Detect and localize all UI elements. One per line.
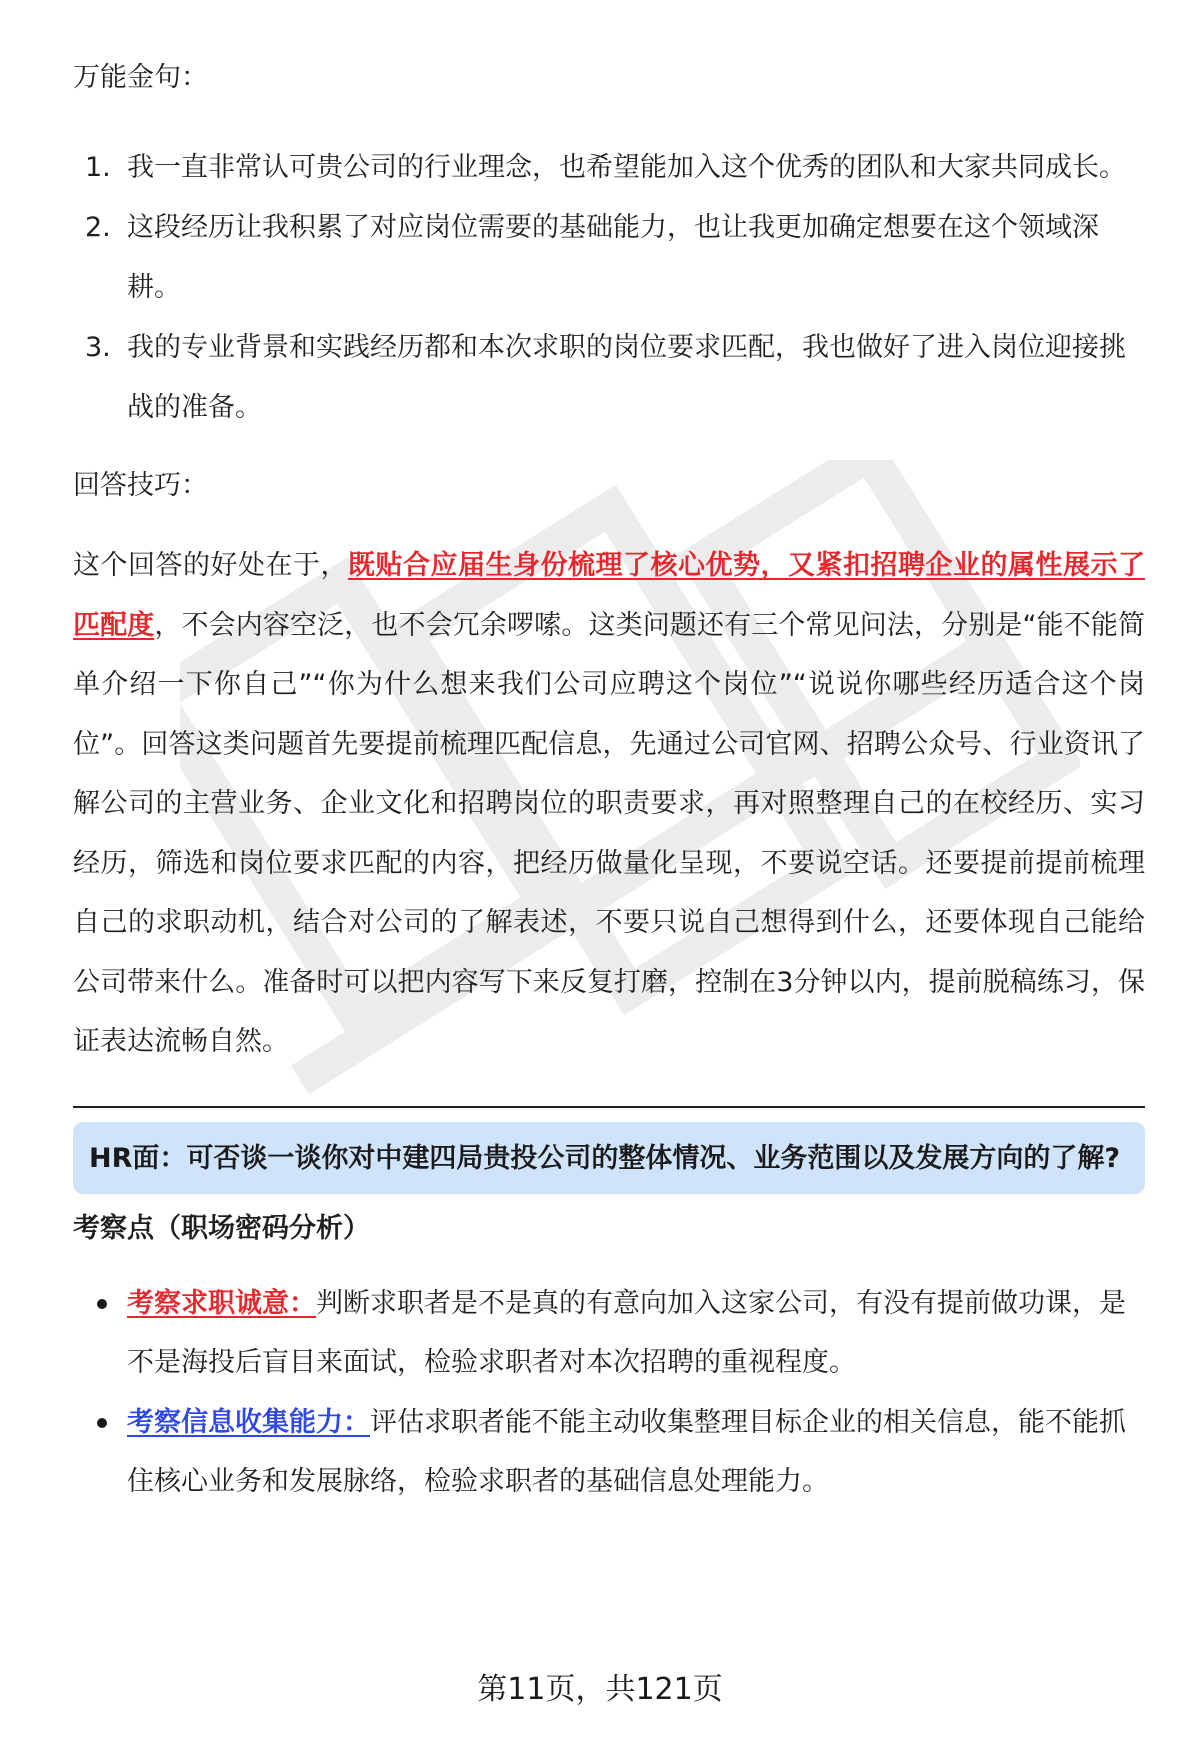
list-item-text: 这段经历让我积累了对应岗位需要的基础能力，也让我更加确定想要在这个领域深耕。 <box>127 212 1099 303</box>
paragraph-text-after: ，不会内容空泛，也不会冗余啰嗦。这类问题还有三个常见问法，分别是“能不能简单介绍一下你自己”“你为什么想来我们公司应聘这个岗位”“说说你哪些经历适合这个岗位”。回答这类问题首先要提前梳理匹配信息，先通过公司官网、招聘公众号、行业资讯了解公司的主营业务、企业文化和招聘岗位的职责要求，再对照整理自己的在校经历、实习经历，筛选和岗位要求匹配的内容，把经历做量化呈现，不要说空话。还要提前提前梳理自己的求职动机，结合对公司的了解表述，不要只说自己想得到什么，还要体现自己能给公司带来什么。准备时可以把内容写下来反复打磨，控制在3分钟以内，提前脱稿练习，保证表达流畅自然。 <box>73 609 1145 1057</box>
bullet-icon <box>97 1418 107 1428</box>
list-item <box>73 1274 1145 1393</box>
analysis-item-text: 判断求职者是不是真的有意向加入这家公司，有没有提前做功课，是不是海投后盲目来面试，检验求职者对本次招聘的重视程度。 <box>127 1287 1126 1378</box>
list-number: 2. <box>85 212 111 243</box>
page-number: 第11页，共121页 <box>477 1672 723 1707</box>
answer-tips-paragraph <box>73 536 1145 1072</box>
analysis-item-title: 考察求职诚意： <box>127 1287 316 1319</box>
analysis-list <box>73 1274 1145 1512</box>
list-item <box>73 198 1145 318</box>
list-item <box>73 318 1145 438</box>
hr-question-box <box>73 1122 1145 1194</box>
analysis-item-title: 考察信息收集能力： <box>127 1406 370 1438</box>
analysis-heading: 考察点（职场密码分析） <box>73 1212 370 1244</box>
analysis-item-text: 评估求职者能不能主动收集整理目标企业的相关信息，能不能抓住核心业务和发展脉络，检验求职者的基础信息处理能力。 <box>127 1406 1126 1497</box>
section-divider <box>73 1106 1145 1108</box>
list-item-text: 我的专业背景和实践经历都和本次求职的岗位要求匹配，我也做好了进入岗位迎接挑战的准备。 <box>127 332 1126 423</box>
list-item <box>73 138 1145 198</box>
list-item-text: 我一直非常认可贵公司的行业理念，也希望能加入这个优秀的团队和大家共同成长。 <box>127 152 1126 183</box>
answer-tips-label: 回答技巧： <box>73 470 208 501</box>
list-number: 1. <box>85 152 111 183</box>
list-number: 3. <box>85 332 111 363</box>
bullet-icon <box>97 1299 107 1309</box>
page-content <box>73 58 1145 1512</box>
golden-sentences-list <box>73 138 1145 438</box>
golden-sentences-label: 万能金句： <box>73 62 208 93</box>
hr-question-text: HR面：可否谈一谈你对中建四局贵投公司的整体情况、业务范围以及发展方向的了解? <box>89 1142 1121 1174</box>
highlighted-text: 既贴合应届生身份梳理了核心优势，又紧扣招聘企业的属性展示了匹配度 <box>73 550 1145 641</box>
paragraph-text-before: 这个回答的好处在于， <box>73 550 348 581</box>
list-item <box>73 1393 1145 1512</box>
